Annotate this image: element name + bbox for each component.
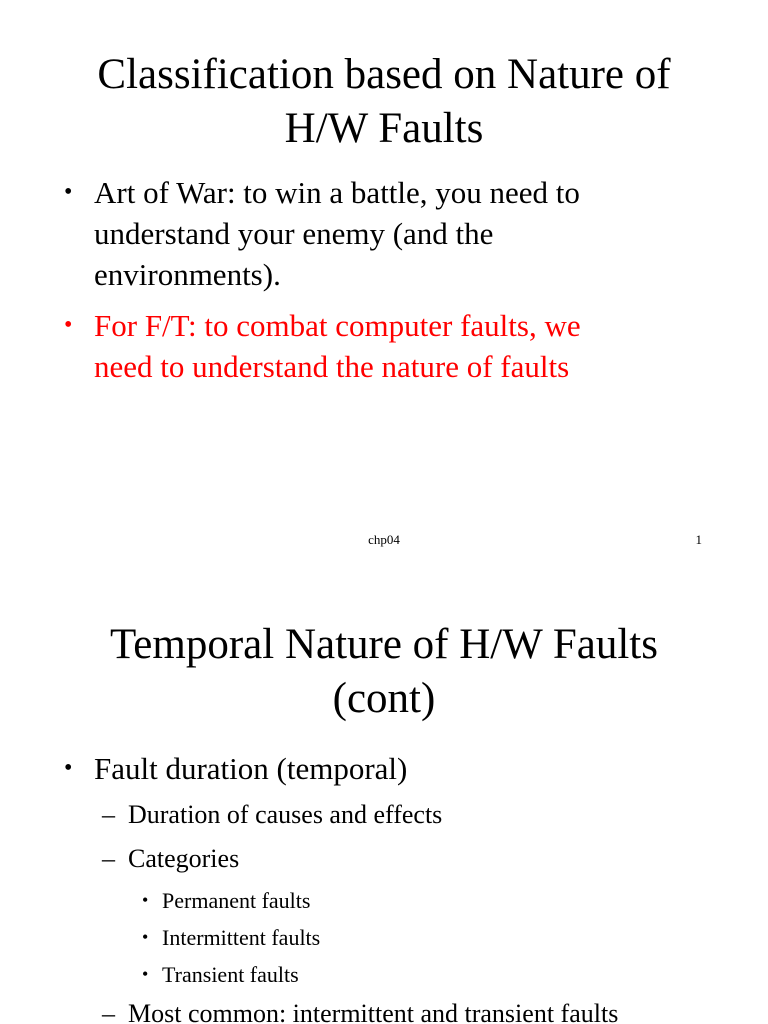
slide-1-bullet-1-line-2: understand your enemy (and the — [94, 216, 494, 251]
bullet-icon: • — [142, 964, 149, 984]
slide-2-category-3-text: Transient faults — [162, 962, 299, 987]
slide-2-bullet-1-text: Fault duration (temporal) — [94, 751, 408, 786]
slide-1-bullet-1-line-1: Art of War: to win a battle, you need to — [94, 175, 580, 210]
slide-2-bullet-1 — [0, 748, 768, 789]
dash-icon: – — [102, 844, 115, 873]
slide-2-category-2 — [0, 924, 768, 951]
bullet-icon: • — [64, 179, 73, 205]
slide-1-bullet-1 — [0, 172, 768, 295]
slide-2-category-1 — [0, 887, 768, 914]
slide-1-bullet-list — [0, 172, 768, 397]
bullet-icon: • — [142, 890, 149, 910]
slide-2 — [0, 596, 768, 1024]
slide-2-category-3 — [0, 961, 768, 988]
slide-1-bullet-1-line-3: environments). — [94, 257, 281, 292]
slide-2-title-line-1: Temporal Nature of H/W Faults — [110, 621, 658, 668]
dash-icon: – — [102, 800, 115, 829]
slide-2-title-line-2: (cont) — [332, 675, 436, 722]
slide-2-sub-item-2 — [0, 843, 768, 875]
slide-2-sub-item-3 — [0, 998, 768, 1024]
slide-1-bullet-2-line-2: need to understand the nature of faults — [94, 349, 570, 384]
slide-2-sub-item-1-text: Duration of causes and effects — [128, 800, 443, 829]
slide-1-footer-label: chp04 — [368, 532, 400, 547]
slide-2-category-1-text: Permanent faults — [162, 888, 311, 913]
slide-2-sub-item-2-text: Categories — [128, 844, 240, 873]
bullet-icon: • — [64, 312, 73, 338]
slide-1-bullet-2 — [0, 305, 768, 387]
slide-1-title — [0, 48, 768, 156]
slide-1-title-line-2: H/W Faults — [284, 105, 484, 152]
slide-1-title-line-1: Classification based on Nature of — [97, 51, 671, 98]
slide-2-sub-item-1 — [0, 799, 768, 831]
bullet-icon: • — [142, 927, 149, 947]
slide-2-sub-item-3-text: Most common: intermittent and transient faults — [128, 999, 619, 1024]
slide-1-bullet-2-line-1: For F/T: to combat computer faults, we — [94, 308, 581, 343]
slide-1-page-number: 1 — [695, 532, 702, 547]
slide-2-title — [0, 618, 768, 726]
slide-2-bullet-list — [0, 748, 768, 1024]
dash-icon: – — [102, 999, 115, 1024]
slide-2-category-2-text: Intermittent faults — [162, 925, 321, 950]
bullet-icon: • — [64, 755, 73, 781]
